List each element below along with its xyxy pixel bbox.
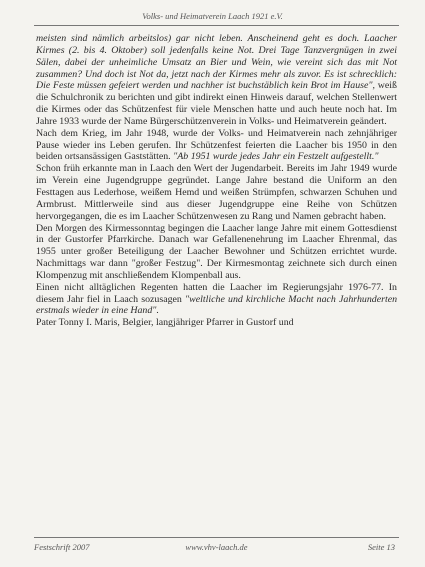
paragraph-text: Einen nicht alltäglichen Regenten hatten die Laacher im Regierungsjahr 1976-77. In diesem Jahr fiel in Laach sozusagen (36, 281, 397, 305)
quote-text: "Ab 1951 wurde jedes Jahr ein Festzelt aufgestellt." (173, 151, 379, 163)
quote-text: "weltliche und kirchliche Macht nach Jahrhunderten erstmals wieder in eine Hand". (36, 293, 398, 317)
paragraph-text: Schon früh erkannte man in Laach den Wert der Jugendarbeit. Bereits im Jahr 1949 wurde im Verein eine Jugendgruppe gegründet. Lange Jahre bestand die Uniform an den Festtagen aus Lederhose, weißem Hemd und weißen Strümpfen, schwarzen Schuhen und Armbrust. Mittlerweile sind aus dieser Jugendgruppe eine Reihe von Schützen hervorgegangen, die es im Laacher Schützenwesen zu Rang und Namen gebracht haben. (36, 163, 397, 222)
paragraph-1 (36, 33, 397, 128)
paragraph-2 (36, 128, 397, 164)
running-header: Volks- und Heimatverein Laach 1921 e.V. (142, 11, 283, 21)
paragraph-text: Nach dem Krieg, im Jahr 1948, wurde der Volks- und Heimatverein nach zehnjähriger Pause wieder ins Leben gerufen. Ihr Schützenfest feierten die Laacher bis 1950 in den beiden ortsansässigen Gaststätten. (36, 127, 397, 163)
paragraph-4 (36, 223, 397, 282)
quote-text: meisten sind nämlich arbeitslos) gar nicht leben. Anscheinend geht es doch. Laacher Kirmes (2. bis 4. Oktober) soll jedenfalls keine Not. Drei Tage Tanzvergnügen in zwei Sälen, dabei der unheimliche Umsatz an Bier und Wein, wie vereint sich das mit Not zusammen? Und doch ist Not da, jetzt nach der Kirmes mehr als zuvor. Es ist schrecklich: Die Feste müssen gefeiert werden und nachher ist buchstäblich kein Brot im Hause", (36, 33, 397, 92)
paragraph-5 (36, 282, 397, 318)
footer-divider (34, 537, 399, 538)
page-number: Seite 13 (367, 542, 395, 552)
paragraph-text: Pater Tonny I. Maris, Belgier, langjähriger Pfarrer in Gustorf und (36, 317, 294, 329)
body-text (36, 33, 397, 329)
website-link[interactable]: www.vhv-laach.de (185, 542, 248, 552)
paragraph-3 (36, 163, 397, 222)
paragraph-text: weiß die Schulchronik zu berichten und gibt indirekt einen Hinweis darauf, welchen Stellenwert die Kirmes oder das Schützenfest für viele Menschen hatte und auch heute noch hat. Im Jahre 1933 wurde der Name Bürgerschützenverein in Volks- und Heimatverein geändert. (36, 80, 397, 127)
publication-name: Festschrift 2007 (34, 542, 90, 552)
paragraph-text: Den Morgen des Kirmessonntag begingen die Laacher lange Jahre mit einem Gottesdienst in der Gustorfer Pfarrkirche. Danach war Gefallenenehrung im Laacher Ehrenmal, das 1955 unter großer Beteiligung der Laacher Bewohner und Schützen errichtet wurde. Nachmittags war dann "großer Festzug". Der Kirmesmontag zeichnete sich durch einen Klompenzug mit anschließendem Klompenball aus. (36, 222, 397, 281)
header-divider (34, 25, 399, 26)
paragraph-6 (36, 317, 397, 329)
